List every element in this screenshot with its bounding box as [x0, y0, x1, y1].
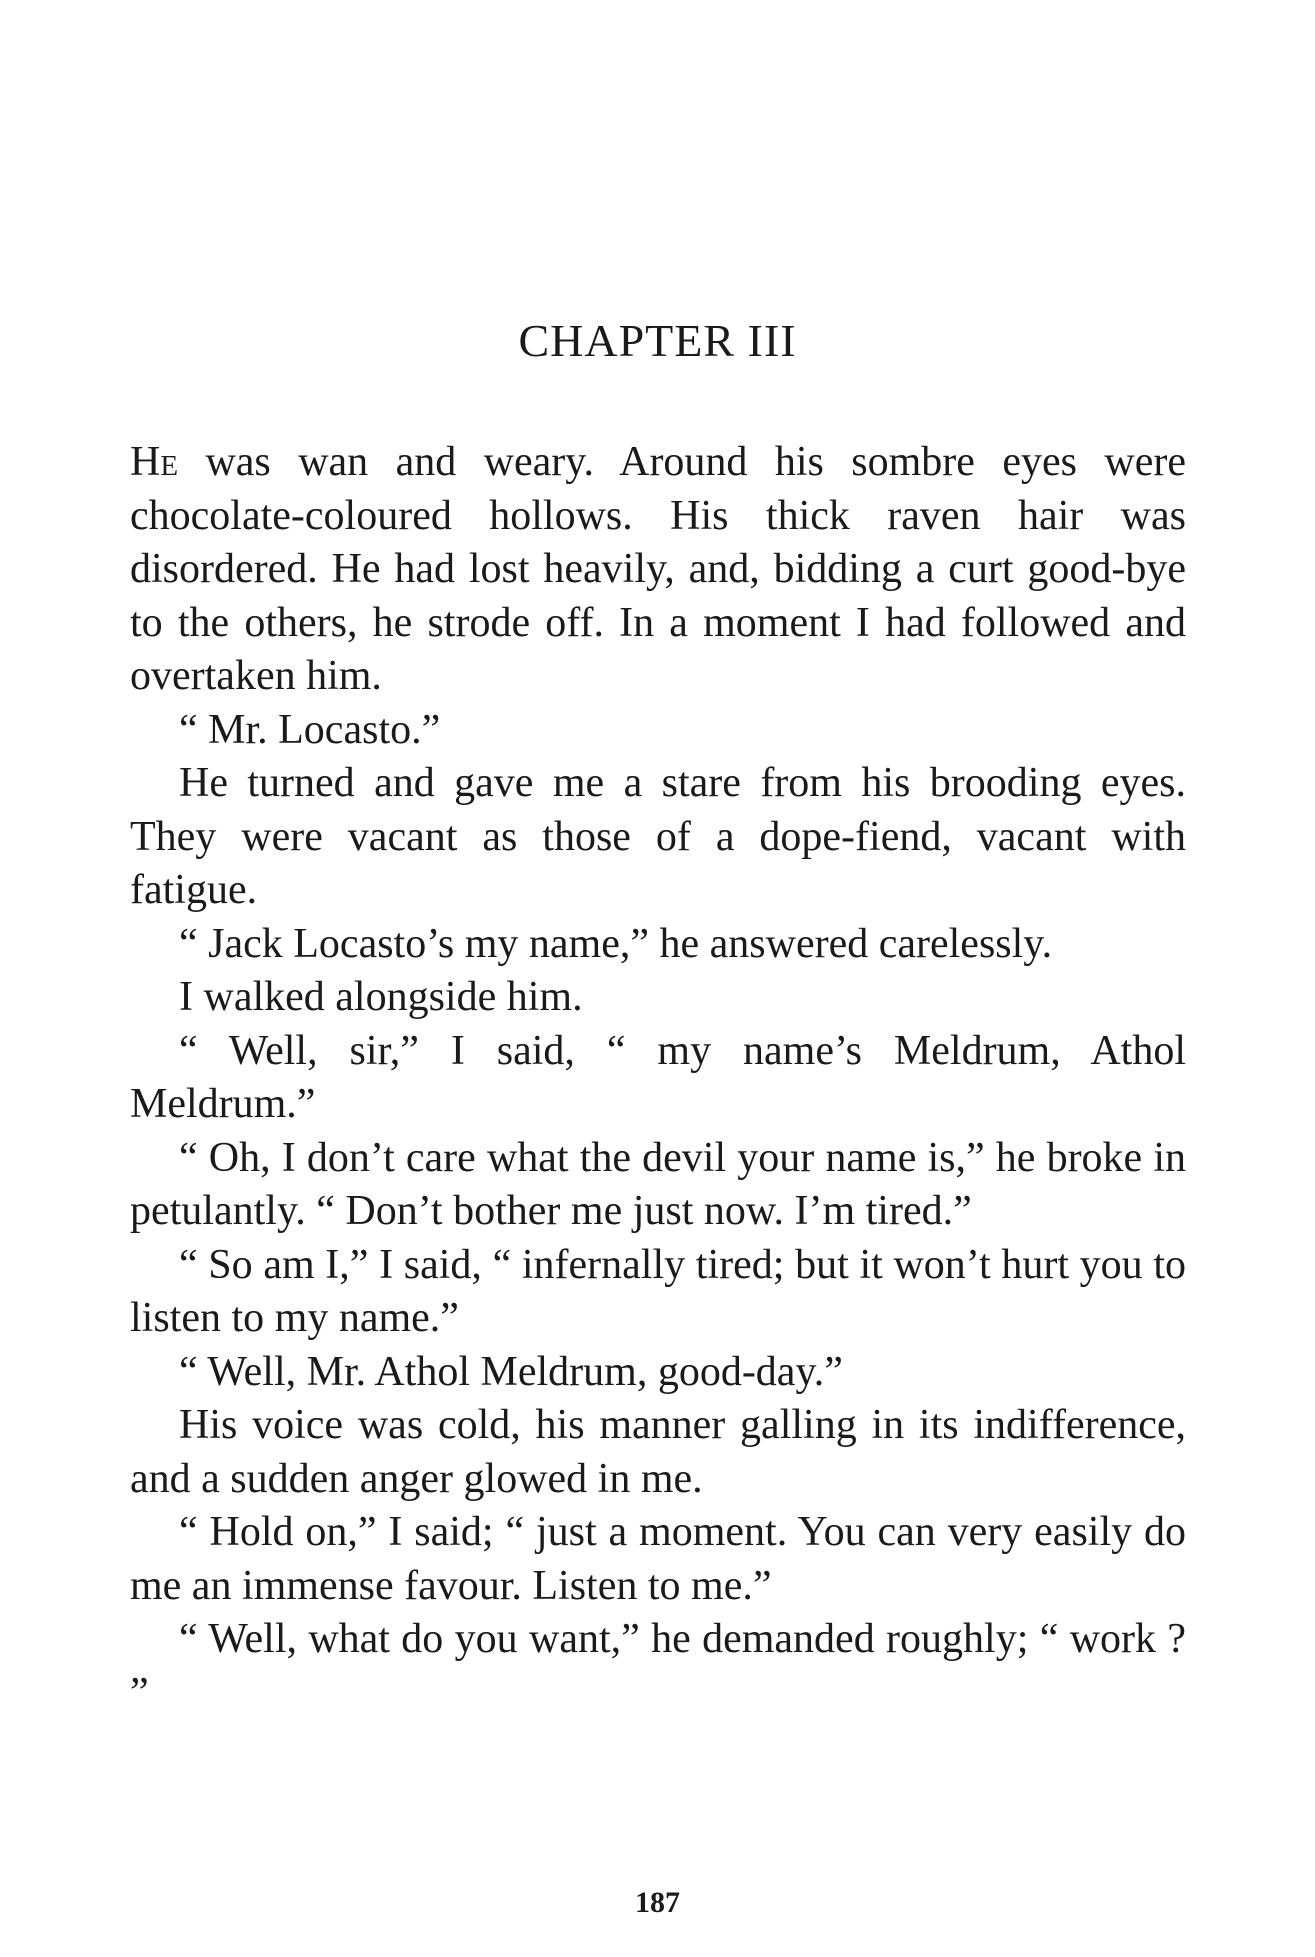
paragraph: “ Hold on,” I said; “ just a moment. You can very easily do me an immense favour. Listen to me.” — [130, 1509, 1186, 1609]
paragraph: “ Well, what do you want,” he demanded roughly; “ work ? ” — [130, 1616, 1186, 1716]
paragraph: “ Jack Locasto’s my name,” he answered carelessly. — [179, 920, 1053, 967]
paragraph: “ Well, Mr. Athol Meldrum, good-day.” — [179, 1348, 843, 1395]
paragraph: He turned and gave me a stare from his brooding eyes. They were vacant as those of a dope-fiend, vacant with fatigue. — [130, 760, 1186, 913]
paragraph: “ Mr. Locasto.” — [179, 706, 441, 753]
paragraph: “ Well, sir,” I said, “ my name’s Meldrum, Athol Meldrum.” — [130, 1027, 1186, 1127]
paragraph: “ So am I,” I said, “ infernally tired; but it won’t hurt you to listen to my name.” — [130, 1241, 1186, 1341]
body-text — [130, 436, 1186, 1720]
paragraph — [130, 436, 1186, 704]
paragraph-text: was wan and weary. Around his sombre eyes were chocolate-coloured hollows. His thick raven hair was disordered. He had lost heavily, and, bidding a curt good-bye to the others, he strode off. In a moment I had followed and overtaken him. — [130, 439, 1186, 699]
lead-word: He — [130, 439, 179, 485]
paragraph: “ Oh, I don’t care what the devil your name is,” he broke in petulantly. “ Don’t bother me just now. I’m tired.” — [130, 1134, 1186, 1234]
paragraph: His voice was cold, his manner galling in its indifference, and a sudden anger glowed in me. — [130, 1402, 1186, 1502]
page-number: 187 — [635, 1886, 680, 1919]
paragraph: I walked alongside him. — [179, 974, 583, 1020]
chapter-title: CHAPTER III — [518, 315, 797, 366]
